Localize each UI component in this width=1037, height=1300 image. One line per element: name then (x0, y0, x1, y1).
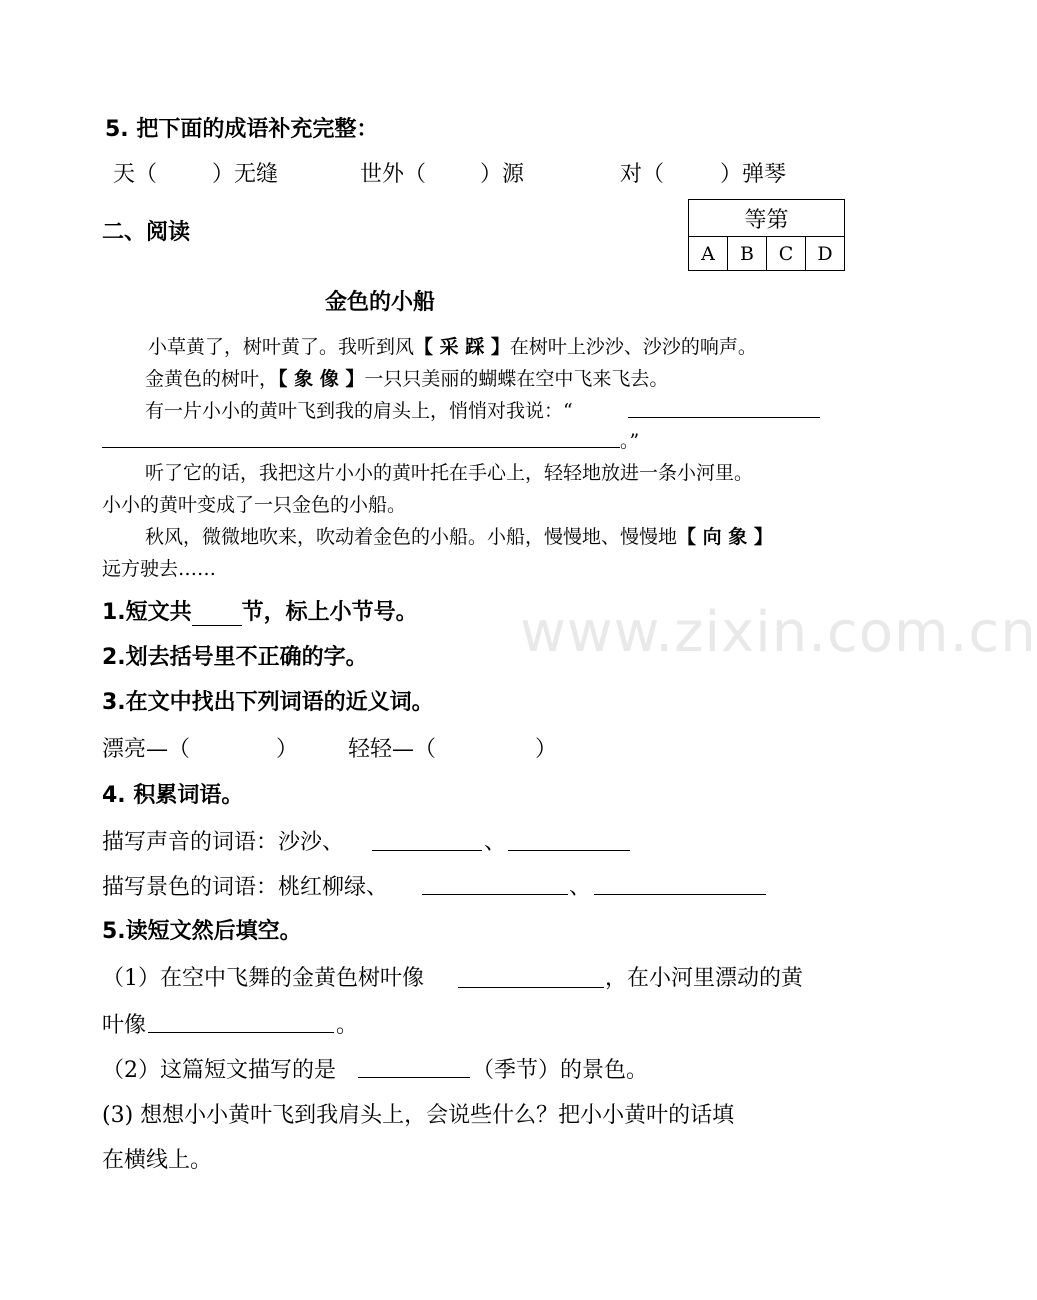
question-1-text: 1.短文共 (102, 600, 192, 625)
passage-line: 远方驶去…… (102, 558, 217, 580)
q5-1-text: ，在小河里漂动的黄 (605, 966, 804, 991)
q5-1-text: （1）在空中飞舞的金黄色树叶像 (102, 966, 424, 991)
grade-table (688, 199, 845, 271)
sound-words-sep: 、 (484, 830, 507, 855)
word-choice-bracket[interactable]: 【 向 象 】 (677, 526, 773, 548)
idiom3-left: 对（ (620, 162, 665, 187)
q5-2-text: （2）这篇短文描写的是 (102, 1058, 336, 1083)
synonym-item-2-right: ） (535, 737, 558, 762)
question-1-text: 节，标上小节号。 (241, 600, 418, 625)
passage-line: 小小的黄叶变成了一只金色的小船。 (102, 494, 407, 516)
word-choice-bracket[interactable]: 【 象 像 】 (278, 368, 365, 390)
question-1 (102, 595, 418, 626)
question-4: 4. 积累词语。 (102, 783, 244, 808)
q5-3-text: 在横线上。 (102, 1148, 213, 1173)
passage-line: 听了它的话，我把这片小小的黄叶托在手心上，轻轻地放进一条小河里。 (145, 462, 754, 484)
word-choice-bracket[interactable]: 【 采 踩 】 (414, 336, 510, 358)
scenery-word-blank-2[interactable] (594, 894, 766, 895)
leaf-words-blank-1[interactable] (628, 417, 820, 418)
scenery-words-sep: 、 (569, 875, 592, 900)
passage-text: 小草黄了，树叶黄了。我听到风 (148, 336, 415, 358)
passage-line (145, 364, 668, 391)
sound-word-blank-1[interactable] (372, 850, 482, 851)
passage-quote-end: 。” (620, 430, 640, 452)
passage-line (148, 332, 757, 359)
passage-line (145, 522, 773, 549)
grade-option-a[interactable]: A (689, 237, 728, 271)
leaf-words-blank-2[interactable] (102, 447, 620, 448)
season-blank[interactable] (358, 1077, 470, 1078)
grade-option-d[interactable]: D (806, 237, 845, 271)
idiom2-right: ）源 (480, 162, 525, 187)
paragraph-count-blank[interactable] (192, 605, 242, 626)
q5-1-text: 叶像 (102, 1013, 147, 1038)
q5-1-blank-2[interactable] (148, 1032, 334, 1033)
question-2: 2.划去括号里不正确的字。 (102, 645, 368, 670)
passage-text: 秋风，微微地吹来，吹动着金色的小船。小船，慢慢地、慢慢地 (145, 526, 678, 548)
q5-1-text: 。 (336, 1013, 359, 1038)
idiom3-right: ）弹琴 (720, 162, 787, 187)
passage-text: 一只只美丽的蝴蝶在空中飞来飞去。 (364, 368, 669, 390)
q5-1-blank-1[interactable] (458, 987, 604, 988)
grade-header: 等第 (689, 200, 845, 237)
idiom1-right: ）无缝 (212, 162, 279, 187)
question-5: 5.读短文然后填空。 (102, 919, 302, 944)
watermark: www.zixin.com.cn (520, 600, 1037, 665)
q5-3-text: (3) 想想小小黄叶飞到我肩头上，会说些什么？把小小黄叶的话填 (102, 1103, 735, 1128)
scenery-words-label: 描写景色的词语：桃红柳绿、 (102, 875, 389, 900)
idiom1-left: 天（ (113, 162, 158, 187)
sound-word-blank-2[interactable] (508, 850, 630, 851)
reading-heading: 二、阅读 (102, 220, 191, 245)
scenery-word-blank-1[interactable] (422, 894, 568, 895)
passage-text: 在树叶上沙沙、沙沙的响声。 (509, 336, 757, 358)
passage-title: 金色的小船 (325, 290, 436, 315)
idiom2-left: 世外（ (360, 162, 427, 187)
passage-line: 有一片小小的黄叶飞到我的肩头上，悄悄对我说：“ (145, 400, 573, 422)
section5-title: 5. 把下面的成语补充完整： (105, 117, 379, 142)
grade-option-b[interactable]: B (728, 237, 767, 271)
question-3: 3.在文中找出下列词语的近义词。 (102, 690, 434, 715)
sound-words-label: 描写声音的词语：沙沙、 (102, 830, 345, 855)
synonym-item-1-left: 漂亮—（ (102, 737, 191, 762)
passage-text: 金黄色的树叶， (145, 368, 279, 390)
synonym-item-1-right: ） (276, 737, 299, 762)
grade-option-c[interactable]: C (767, 237, 806, 271)
q5-2-text: （季节）的景色。 (472, 1058, 649, 1083)
synonym-item-2-left: 轻轻—（ (348, 737, 437, 762)
